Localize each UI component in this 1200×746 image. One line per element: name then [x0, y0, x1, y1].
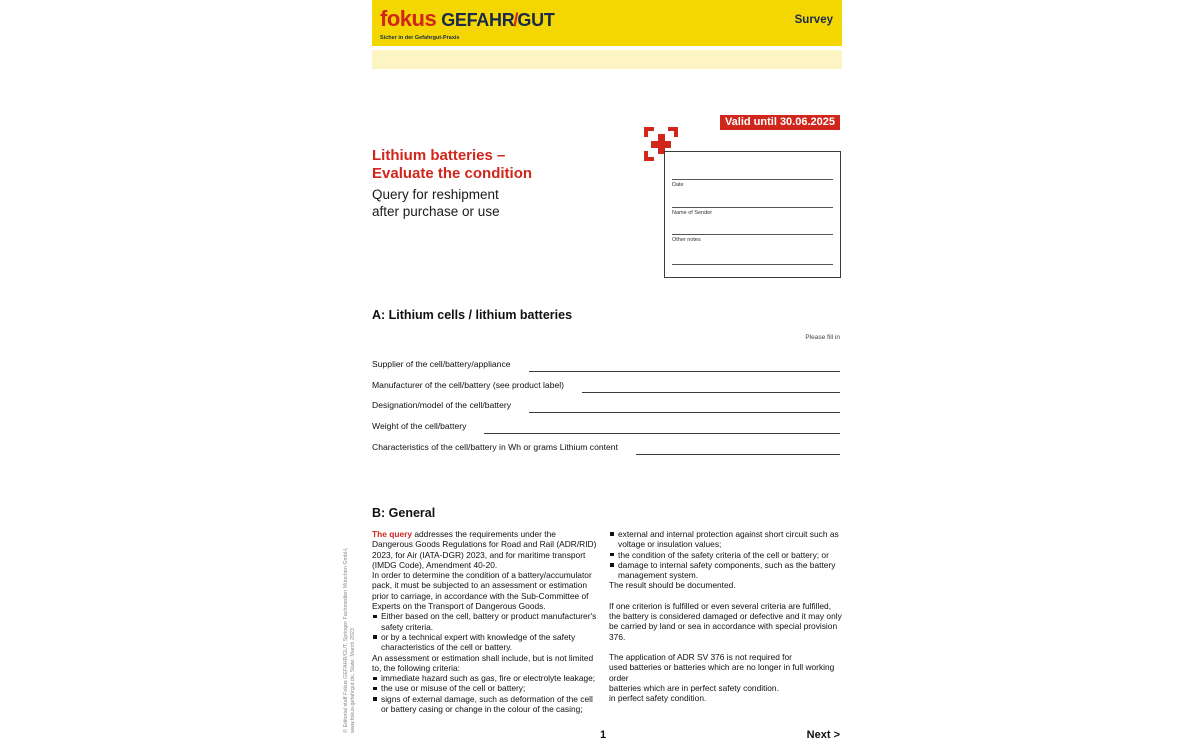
brand-logo [380, 7, 555, 41]
logo-slash: / [513, 10, 519, 30]
form-row [372, 378, 840, 390]
copyright-sidebar [343, 523, 363, 733]
form-field-label: Characteristics of the cell/battery in Wh or grams Lithium content [372, 441, 618, 452]
paragraph-line: in perfect safety condition. [609, 693, 707, 704]
logo-wordmark [380, 7, 555, 34]
next-page-button[interactable]: Next > [806, 729, 840, 741]
paragraph [372, 529, 599, 570]
paragraph: The result should be documented. [609, 580, 736, 591]
page-subtitle [372, 187, 532, 220]
extra-field-line[interactable] [672, 264, 833, 265]
section-a-form [372, 357, 840, 460]
bullet-item: or by a technical expert with knowledge of the safety characteristics of the cell or battery. [372, 632, 599, 653]
section-b-heading: B: General [372, 506, 436, 520]
form-field-line[interactable] [529, 360, 840, 372]
form-field-label: Supplier of the cell/battery/appliance [372, 359, 511, 369]
date-field-line[interactable] [672, 179, 833, 180]
crosshair-corner-icon [644, 127, 654, 137]
other-notes-field-label: Other notes [672, 237, 701, 243]
logo-gefahr-text: GEFAHR [441, 10, 515, 30]
sender-info-box [664, 151, 841, 278]
paragraph: In order to determine the condition of a battery/accumulator pack, it must be subjected to an assessment or estimation prior to carriage, in accordance with the Sub-Committee of Experts on the Transport of Dangerous Goods. [372, 570, 592, 612]
page-content [372, 0, 842, 746]
fill-in-hint: Please fill in [805, 334, 840, 341]
crosshair-corner-icon [668, 127, 678, 137]
bullet-item: the condition of the safety criteria of the cell or battery; or [609, 550, 842, 560]
page-title-line-1: Lithium batteries – [372, 147, 506, 164]
bullet-item: immediate hazard such as gas, fire or electrolyte leakage; [372, 673, 599, 683]
form-field-line[interactable] [636, 443, 840, 455]
bullet-item: Either based on the cell, battery or product manufacturer's safety criteria. [372, 611, 599, 632]
logo-fokus-text: fokus [380, 6, 437, 31]
section-b-right-column [609, 529, 842, 703]
form-field-line[interactable] [484, 422, 840, 434]
paragraph-line: The application of ADR SV 376 is not required for [609, 651, 792, 662]
paragraph [609, 652, 842, 703]
form-field-label: Designation/model of the cell/battery [372, 400, 512, 411]
header-bar [372, 0, 842, 46]
paragraph: If one criterion is fulfilled or even several criteria are fulfilled, the battery is considered damaged or defective and it may only be carried by land or sea in accordance with special provision 376. [609, 600, 842, 642]
form-field-line[interactable] [582, 381, 840, 393]
crosshair-corner-icon [644, 151, 654, 161]
logo-tagline: Sicher in der Gefahrgut-Praxis [380, 35, 460, 41]
page-title [372, 147, 532, 182]
header-accent-bar [372, 50, 842, 69]
sender-name-field-line[interactable] [672, 207, 833, 208]
copyright-line-2: www.fokus-gefahrgut.de, State: March 2023 [350, 628, 356, 733]
form-field-line[interactable] [529, 401, 840, 413]
form-row [372, 419, 840, 431]
other-notes-field-line[interactable] [672, 234, 833, 235]
form-row [372, 440, 840, 452]
paragraph-line: used batteries or batteries which are no longer in full working order [609, 662, 835, 683]
sender-name-field-label: Name of Sender [672, 210, 713, 216]
survey-label: Survey [794, 14, 833, 26]
bullet-item: damage to internal safety components, such as the battery management system. [609, 560, 842, 581]
paragraph: An assessment or estimation shall include, but is not limited to, the following criteria: [372, 652, 594, 673]
section-a-heading: A: Lithium cells / lithium batteries [372, 308, 573, 322]
paragraph-text: addresses the requirements under the Dangerous Goods Regulations for Road and Rail (ADR/RID) 2023, for Air (IATA-DGR) 2023, and for maritime transport (IMDG Code), Amendment 40-20. [372, 529, 597, 570]
title-block [372, 147, 532, 220]
paragraph-line: batteries which are in perfect safety condition. [609, 682, 779, 693]
form-row [372, 357, 840, 369]
paragraph-lead: The query [372, 529, 413, 539]
bullet-item: signs of external damage, such as deformation of the cell or battery casing or change in the colour of the casing; [372, 694, 599, 715]
page-number: 1 [600, 729, 607, 741]
bullet-item: external and internal protection against short circuit such as voltage or insulation values; [609, 529, 842, 550]
form-field-label: Manufacturer of the cell/battery (see product label) [372, 379, 565, 390]
date-field-label: Date [672, 182, 684, 188]
page-subtitle-line-1: Query for reshipment [372, 187, 499, 202]
page-subtitle-line-2: after purchase or use [372, 203, 500, 219]
validity-badge: Valid until 30.06.2025 [720, 115, 840, 130]
logo-gut-text: GUT [517, 10, 555, 30]
bullet-item: the use or misuse of the cell or battery; [372, 683, 599, 693]
page-title-line-2: Evaluate the condition [372, 164, 533, 182]
form-field-label: Weight of the cell/battery [372, 421, 467, 432]
section-b-left-column [372, 529, 599, 714]
copyright-line-1: © Editorial staff Fokus GEFAHR/GUT, Springer Fachmedien München GmbH, [343, 547, 349, 733]
form-row [372, 398, 840, 410]
